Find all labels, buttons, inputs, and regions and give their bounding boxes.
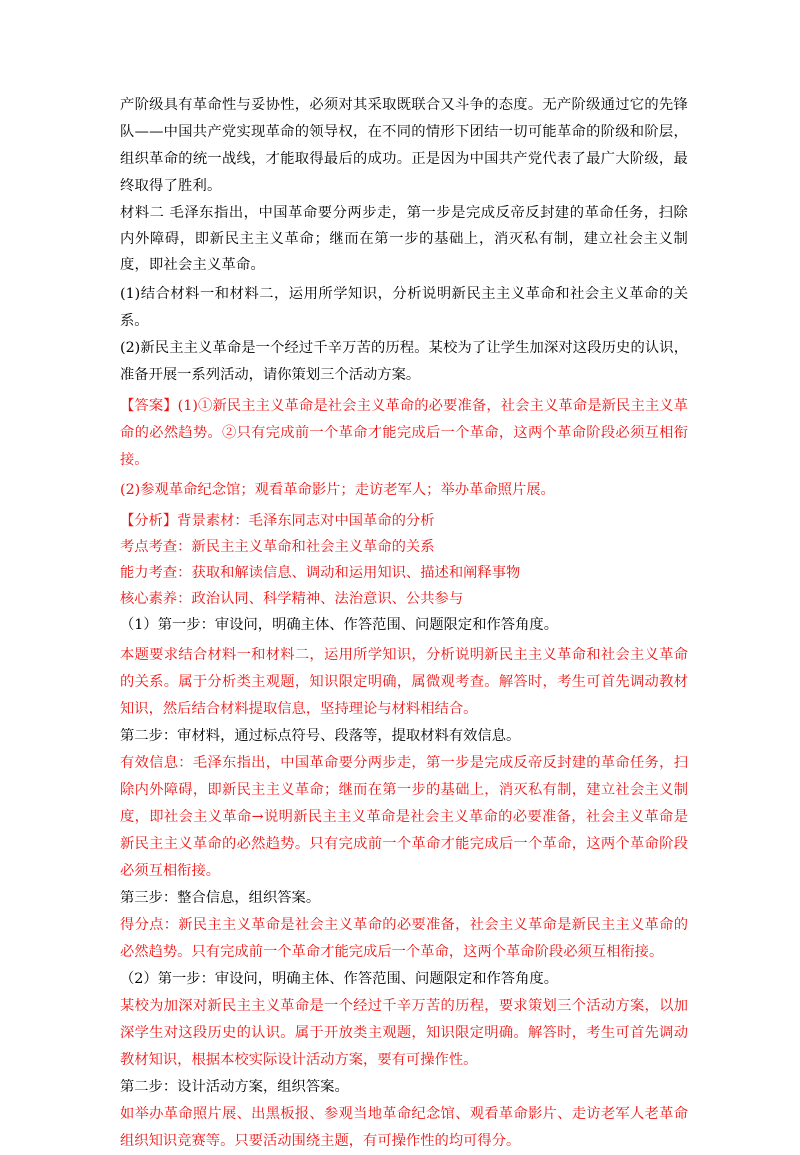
material2: 材料二 毛泽东指出，中国革命要分两步走，第一步是完成反帝反封建的革命任务，扫除内外障碍，即新民主主义革命；继而在第一步的基础上，消灭私有制，建立社会主义制度，即社会主义革命。 xyxy=(120,205,688,273)
ability: 能力考查：获取和解读信息、调动和运用知识、描述和阐释事物 xyxy=(120,565,521,581)
document-page xyxy=(120,92,688,1155)
q1-step1: （1）第一步：审设问，明确主体、作答范围、问题限定和作答角度。 xyxy=(120,617,558,633)
q1-step1-body: 本题要求结合材料一和材料二，运用所学知识，分析说明新民主主义革命和社会主义革命的关系。属于分析类主观题，知识限定明确，属微观考查。解答时，考生可首先调动教材知识，然后结合材料提取信息，坚持理论与材料相结合。 xyxy=(120,647,688,717)
question2: (2)新民主主义革命是一个经过千辛万苦的历程。某校为了让学生加深对这段历史的认识，准备开展一系列活动，请你策划三个活动方案。 xyxy=(120,340,688,383)
exam-point: 考点考查：新民主主义革命和社会主义革命的关系 xyxy=(120,539,435,555)
q2-step1-body: 某校为加深对新民主主义革命是一个经过千辛万苦的历程，要求策划三个活动方案，以加深学生对这段历史的认识。属于开放类主观题，知识限定明确。解答时，考生可首先调动教材知识，根据本校实际设计活动方案，要有可操作性。 xyxy=(120,998,688,1068)
q2-step1: （2）第一步：审设问，明确主体、作答范围、问题限定和作答角度。 xyxy=(120,971,558,987)
q1-step3: 第三步：整合信息，组织答案。 xyxy=(120,890,321,906)
q2-step2: 第二步：设计活动方案，组织答案。 xyxy=(120,1079,349,1095)
answer2: (2)参观革命纪念馆；观看革命影片；走访老军人；举办革命照片展。 xyxy=(120,482,555,498)
q2-step2-body: 如举办革命照片展、出黑板报、参观当地革命纪念馆、观看革命影片、走访老军人老革命组织知识竞赛等。只要活动围绕主题，有可操作性的均可得分。 xyxy=(120,1106,688,1149)
q1-step3-body: 得分点：新民主主义革命是社会主义革命的必要准备，社会主义革命是新民主主义革命的必然趋势。只有完成前一个革命才能完成后一个革命，这两个革命阶段必须互相衔接。 xyxy=(120,917,688,960)
q1-step2-body: 有效信息：毛泽东指出，中国革命要分两步走，第一步是完成反帝反封建的革命任务，扫除内外障碍，即新民主主义革命；继而在第一步的基础上，消灭私有制，建立社会主义制度，即社会主义革命→说明新民主主义革命是社会主义革命的必要准备，社会主义革命是新民主主义革命的必然趋势。只有完成前一个革命才能完成后一个革命，这两个革命阶段必须互相衔接。 xyxy=(120,755,688,879)
material1-tail: 产阶级具有革命性与妥协性，必须对其采取既联合又斗争的态度。无产阶级通过它的先锋队——中国共产党实现革命的领导权，在不同的情形下团结一切可能革命的阶级和阶层，组织革命的统一战线，才能取得最后的成功。正是因为中国共产党代表了最广大阶级，最终取得了胜利。 xyxy=(120,97,688,194)
question1: (1)结合材料一和材料二，运用所学知识，分析说明新民主主义革命和社会主义革命的关系。 xyxy=(120,286,688,329)
answer1: 【答案】(1)①新民主主义革命是社会主义革命的必要准备，社会主义革命是新民主主义革命的必然趋势。②只有完成前一个革命才能完成后一个革命，这两个革命阶段必须互相衔接。 xyxy=(120,398,688,468)
core-literacy: 核心素养：政治认同、科学精神、法治意识、公共参与 xyxy=(120,591,464,607)
analysis-background: 【分析】背景素材：毛泽东同志对中国革命的分析 xyxy=(120,513,435,529)
q1-step2: 第二步：审材料，通过标点符号、段落等，提取材料有效信息。 xyxy=(120,728,521,744)
